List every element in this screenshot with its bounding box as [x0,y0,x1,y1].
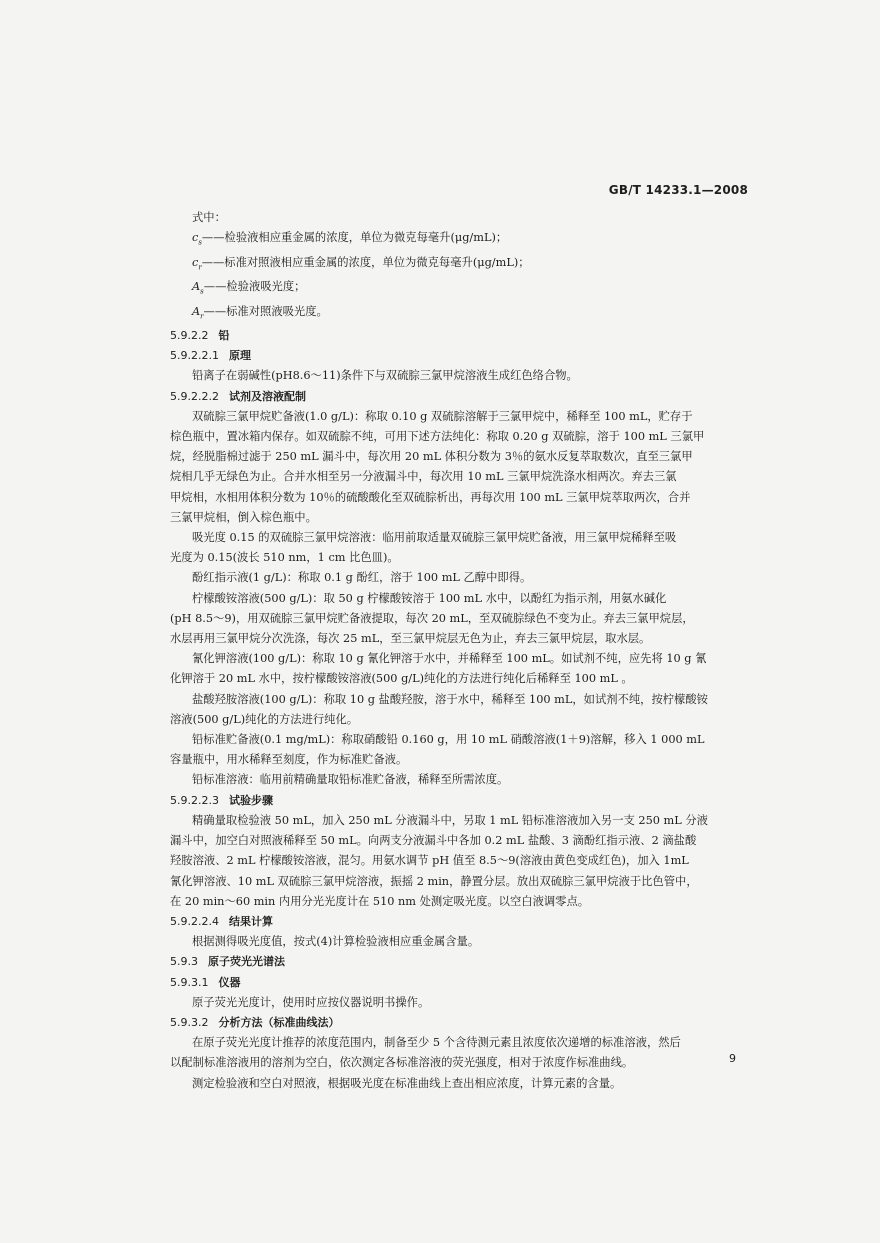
variable-definition: $A_r——$标准对照液吸光度。 [192,304,328,320]
paragraph-hydroxylamine: 盐酸羟胺溶液(100 g/L)：称取 10 g 盐酸羟胺，溶于水中，稀释至 100 mL，如试剂不纯，按柠檬酸铵 溶液(500 g/L)纯化的方法进行纯化。 [170,692,708,726]
section-heading: 5.9.2.2.2 试剂及溶液配制 [170,389,306,403]
paragraph-phenol-red: 酚红指示液(1 g/L)：称取 0.1 g 酚红，溶于 100 mL 乙醇中即得。 [192,571,532,585]
variable-definition: $c_r——$标准对照液相应重金属的浓度，单位为微克每毫升(μg/mL)； [192,255,530,271]
paragraph-lead-standard: 铅标准溶液：临用前精确量取铅标准贮备液，稀释至所需浓度。 [192,773,509,787]
section-heading: 5.9.3.1 仪器 [170,975,241,989]
paragraph-potassium-cyanide: 氰化钾溶液(100 g/L)：称取 10 g 氰化钾溶于水中，并稀释至 100 mL。如试剂不纯，应先将 10 g 氰 化钾溶于 20 mL 水中，按柠檬酸铵溶液(500 g/L)纯化的方法进行纯化后稀释至 100 mL 。 [170,652,707,686]
paragraph-measurement: 测定检验液和空白对照液，根据吸光度在标准曲线上查出相应浓度，计算元素的含量。 [192,1076,622,1090]
paragraph-lead-stock: 铅标准贮备液(0.1 mg/mL)：称取硝酸铅 0.160 g，用 10 mL 硝酸溶液(1＋9)溶解，移入 1 000 mL 容量瓶中，用水稀释至刻度，作为标准贮备液。 [170,733,705,767]
paragraph-procedure: 精确量取检验液 50 mL，加入 250 mL 分液漏斗中，另取 1 mL 铅标准溶液加入另一支 250 mL 分液 漏斗中，加空白对照液稀释至 50 mL。向两支分液漏斗中各加 0.2 mL 盐酸、3 滴酚红指示液、2 滴盐酸 羟胺溶液、2 mL 柠檬酸铵溶液，混匀。用氨水调节 pH 值至 8.5～9(溶液由黄色变成红色)，加入 1mL 氰化钾溶液、10 mL 双硫腙三氯甲烷溶液，振摇 2 min，静置分层。放出双硫腙三氯甲烷液于比色管中， 在 20 min～60 min 内用分光光度计在 510 nm 处测定吸光度。以空白液调零点。 [170,813,708,908]
variable-definition: $c_s——$检验液相应重金属的浓度，单位为微克每毫升(μg/mL)； [192,231,508,247]
section-heading: 5.9.2.2.3 试验步骤 [170,793,273,807]
where-label: 式中： [192,211,226,224]
page-number: 9 [729,1052,736,1065]
page-content [170,208,738,1094]
standard-number: GB/T 14233.1—2008 [608,183,748,197]
section-heading: 5.9.3.2 分析方法（标准曲线法） [170,1015,340,1029]
variable-list [170,228,738,326]
paragraph-result: 根据测得吸光度值，按式(4)计算检验液相应重金属含量。 [192,935,480,949]
paragraph-instrument: 原子荧光光度计，使用时应按仪器说明书操作。 [192,995,430,1009]
paragraph-dithizone: 双硫腙三氯甲烷贮备液(1.0 g/L)：称取 0.10 g 双硫腙溶解于三氯甲烷中，稀释至 100 mL，贮存于 棕色瓶中，置冰箱内保存。如双硫腙不纯，可用下述方法纯化：称取 0.20 g 双硫腙，溶于 100 mL 三氯甲 烷，经脱脂棉过滤于 250 mL 漏斗中，每次用 20 mL 体积分数为 3％的氨水反复萃取数次，直至三氯甲 烷相几乎无绿色为止。合并水相至另一分液漏斗中，每次用 10 mL 三氯甲烷洗涤水相两次。弃去三氯 甲烷相，水相用体积分数为 10％的硫酸酸化至双硫腙析出，再每次用 100 mL 三氯甲烷萃取两次，合并 三氯甲烷相，倒入棕色瓶中。 [170,409,705,524]
section-heading: 5.9.2.2.4 结果计算 [170,914,273,928]
paragraph-principle: 铅离子在弱碱性(pH8.6～11)条件下与双硫腙三氯甲烷溶液生成红色络合物。 [192,369,578,383]
paragraph-ammonium-citrate: 柠檬酸铵溶液(500 g/L)：取 50 g 柠檬酸铵溶于 100 mL 水中，以酚红为指示剂，用氨水碱化 (pH 8.5～9)，用双硫腙三氯甲烷贮备液提取，每次 20 mL，至双硫腙绿色不变为止。弃去三氯甲烷层， 水层再用三氯甲烷分次洗涤，每次 25 mL，至三氯甲烷层无色为止，弃去三氯甲烷层，取水层。 [170,591,694,646]
section-heading: 5.9.3 原子荧光光谱法 [170,955,285,969]
section-heading: 5.9.2.2.1 原理 [170,349,251,363]
paragraph-absorbance-solution: 吸光度 0.15 的双硫腙三氯甲烷溶液：临用前取适量双硫腙三氯甲烷贮备液，用三氯甲烷稀释至吸 光度为 0.15(波长 510 nm，1 cm 比色皿)。 [170,531,677,565]
variable-definition: $A_s——$检验液吸光度； [192,280,306,296]
section-heading: 5.9.2.2 铅 [170,329,230,343]
paragraph-method: 在原子荧光光度计推荐的浓度范围内，制备至少 5 个含待测元素且浓度依次递增的标准溶液，然后 以配制标准溶液用的溶剂为空白，依次测定各标准溶液的荧光强度，相对于浓度作标准曲线。 [170,1036,681,1070]
